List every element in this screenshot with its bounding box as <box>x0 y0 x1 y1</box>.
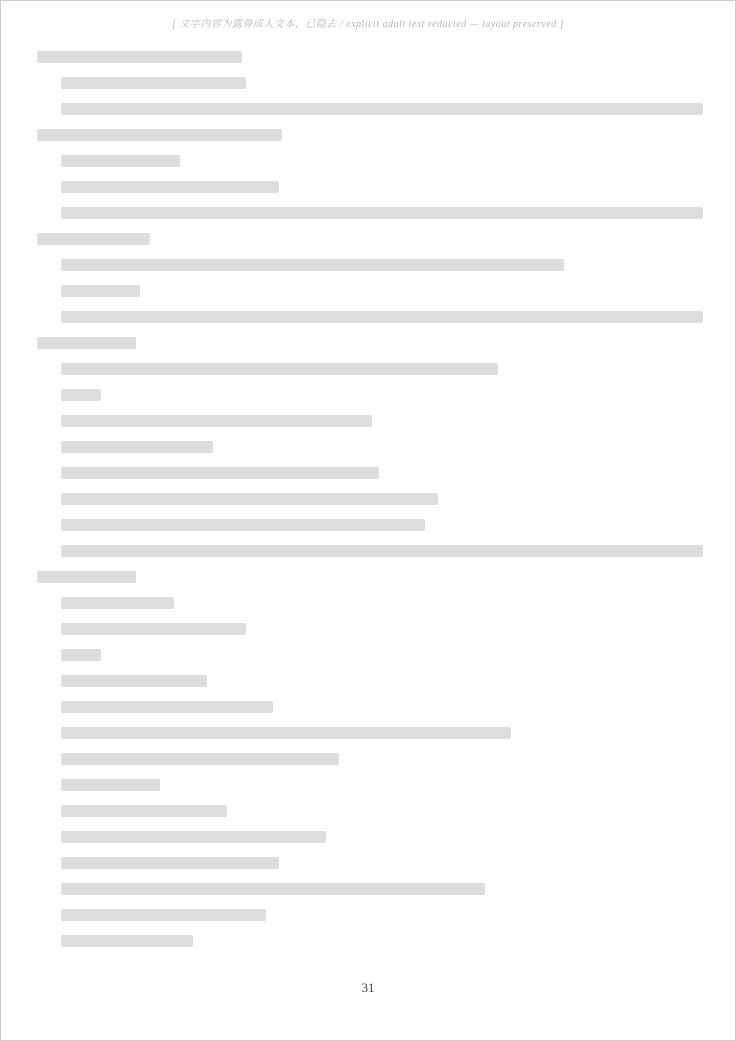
redacted-text-line <box>61 545 703 557</box>
redacted-text-line <box>61 415 372 427</box>
redacted-text-line <box>61 441 213 453</box>
redacted-text-line <box>61 857 279 869</box>
redacted-text-line <box>61 675 207 687</box>
redaction-note: [ 文字内容为露骨成人文本，已隐去 / explicit adult text redacted — layout preserved ] <box>171 19 565 30</box>
redacted-text-line <box>61 753 339 765</box>
redacted-text-line <box>61 389 101 401</box>
redacted-text-line <box>61 77 246 89</box>
redacted-text-line <box>61 285 140 297</box>
page-number: 31 <box>361 980 375 995</box>
redacted-text-line <box>61 883 485 895</box>
redacted-text-line <box>61 103 703 115</box>
text-lines <box>37 51 699 961</box>
redacted-text-line <box>61 519 425 531</box>
redacted-text-line <box>61 363 498 375</box>
redacted-text-line <box>37 129 282 141</box>
redacted-text-line <box>61 493 438 505</box>
redacted-text-line <box>61 597 174 609</box>
redacted-text-line <box>61 467 379 479</box>
redacted-text-line <box>61 155 180 167</box>
redacted-text-line <box>37 571 136 583</box>
redacted-text-line <box>61 909 266 921</box>
redacted-text-line <box>61 701 273 713</box>
redacted-text-line <box>61 779 160 791</box>
redacted-text-line <box>61 181 279 193</box>
redacted-text-line <box>61 311 703 323</box>
redacted-text-line <box>37 233 150 245</box>
redacted-text-line <box>61 259 564 271</box>
redacted-text-line <box>37 337 136 349</box>
redacted-text-line <box>61 805 227 817</box>
redacted-text-line <box>61 649 101 661</box>
redacted-text-line <box>61 623 246 635</box>
redacted-text-line <box>37 51 242 63</box>
redacted-text-line <box>61 727 511 739</box>
redacted-text-line <box>61 935 193 947</box>
redacted-text-line <box>61 207 703 219</box>
redacted-text-line <box>61 831 326 843</box>
